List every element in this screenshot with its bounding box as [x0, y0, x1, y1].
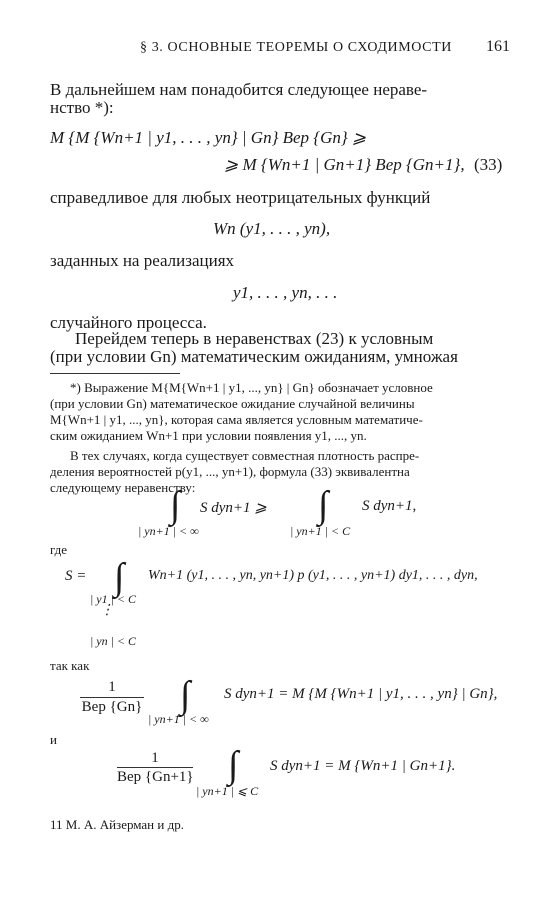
fraction-2-denominator: Bep {Gn+1} — [117, 769, 194, 785]
since-text: так как — [50, 658, 90, 673]
fraction-1-bar — [80, 697, 144, 698]
s-integrand: Wn+1 (y1, . . . , yn, yn+1) p (y1, . . . , yn+1) dy1, . . . , dyn, — [148, 568, 478, 583]
fraction-1-numerator: 1 — [108, 679, 116, 695]
fraction-1-denominator: Bep {Gn} — [81, 699, 143, 715]
equation-2-rhs: S dyn+1 = M {Wn+1 | Gn+1}. — [270, 758, 456, 774]
and-text: и — [50, 732, 57, 747]
equation-33-line-1: M {M {Wn+1 | y1, . . . , yn} | Gn} Bep {Gn} ⩾ — [50, 128, 367, 147]
footnote-line-3: M{Wn+1 | y1, ..., yn}, которая сама является условным математиче- — [50, 412, 423, 427]
footnote-line-7: следующему неравенству: — [50, 480, 196, 495]
intro-line-1: В дальнейшем нам понадобится следующее нераве- — [50, 80, 428, 99]
footnote-line-4: ским ожиданием Wn+1 при условии появления y1, ..., yn. — [50, 428, 367, 443]
valid-text: справедливое для любых неотрицательных функций — [50, 188, 431, 207]
fraction-2-bar — [117, 767, 193, 768]
intro-line-2: нство *): — [50, 98, 114, 117]
footnote-line-6: деления вероятностей p(y1, ..., yn+1), формула (33) эквивалентна — [50, 464, 410, 479]
limit-right: | yn+1 | < C — [290, 524, 351, 538]
signature-mark: 11 М. А. Айзерман и др. — [50, 817, 184, 832]
random-process-text: случайного процесса. — [50, 313, 207, 332]
s-definition: S = — [65, 568, 87, 584]
inequality-left: S dyn+1 ⩾ — [200, 500, 267, 516]
next-line-2: (при условии Gn) математическим ожиданиям, умножая — [50, 347, 458, 366]
footnote-line-5: В тех случаях, когда существует совместная плотность распре- — [70, 448, 420, 463]
footnote-line-2: (при условии Gn) математическое ожидание случайной величины — [50, 396, 415, 411]
integral-sign-eq1: ∫ — [180, 674, 191, 716]
s-limit-top: | y1 | < C — [90, 592, 137, 606]
equation-33-number: (33) — [474, 155, 503, 174]
next-line-1: Перейдем теперь в неравенствах (23) к условным — [75, 329, 434, 348]
page-number: 161 — [486, 38, 510, 55]
running-header-title: § 3. ОСНОВНЫЕ ТЕОРЕМЫ О СХОДИМОСТИ — [140, 40, 452, 55]
equation-33-line-2: ⩾ M {Wn+1 | Gn+1} Bep {Gn+1}, — [224, 155, 465, 174]
equation-1-rhs: S dyn+1 = M {M {Wn+1 | y1, . . . , yn} | Gn}, — [224, 686, 498, 702]
footnote-rule — [50, 373, 180, 374]
inequality-right: S dyn+1, — [362, 498, 417, 514]
integral-sign-eq2: ∫ — [228, 744, 239, 786]
integral-sign-s: ∫ — [114, 556, 125, 598]
integral-sign-left: ∫ — [170, 484, 181, 526]
footnote-line-1: *) Выражение M{M{Wn+1 | y1, ..., yn} | Gn} обозначает условное — [70, 380, 433, 395]
equation-2-limit: | yn+1 | ⩽ C — [196, 784, 259, 798]
equation-1-limit: | yn+1 | < ∞ — [148, 712, 209, 726]
fraction-2-numerator: 1 — [151, 750, 159, 766]
function-wn: Wn (y1, . . . , yn), — [213, 219, 331, 238]
defined-text: заданных на реализациях — [50, 251, 235, 270]
s-limit-bottom: | yn | < C — [90, 634, 137, 648]
s-limit-dots: ⋮ — [100, 603, 114, 618]
limit-left: | yn+1 | < ∞ — [138, 524, 199, 538]
realizations: y1, . . . , yn, . . . — [233, 283, 338, 302]
where-text: где — [50, 542, 68, 557]
integral-sign-right: ∫ — [318, 484, 329, 526]
